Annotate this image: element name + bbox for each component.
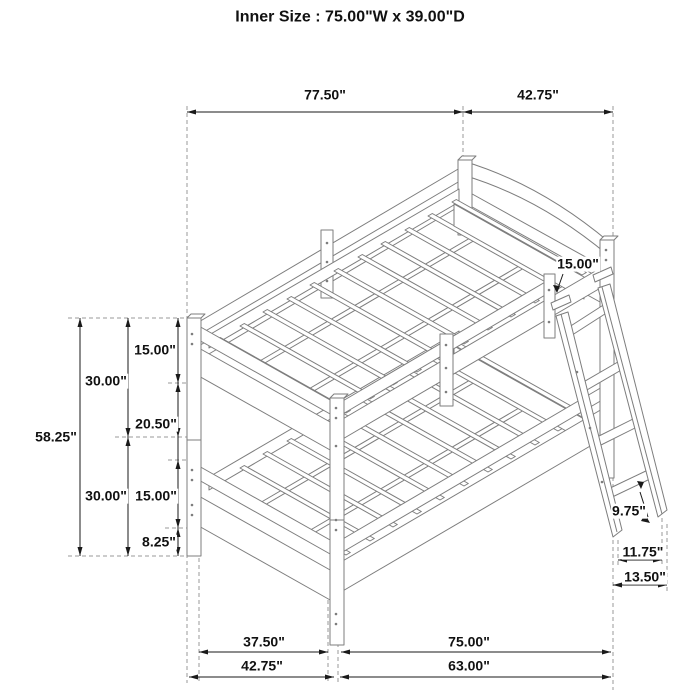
dim-bunk-clearance: 20.50" [135, 415, 177, 432]
dim-foot-inner-width: 37.50" [243, 633, 285, 650]
dim-ladder-foot-outer: 13.50" [624, 568, 666, 585]
dim-overall-height: 58.25" [35, 428, 77, 445]
dim-lower-rail: 15.00" [135, 487, 177, 504]
dim-inner-length: 75.00" [448, 633, 490, 650]
dim-base-height: 8.25" [142, 533, 176, 550]
dim-floor-length: 63.00" [448, 657, 490, 674]
dim-upper-section: 30.00" [85, 372, 127, 389]
dim-ladder-foot-inner: 11.75" [622, 543, 664, 560]
dim-lower-section: 30.00" [85, 487, 127, 504]
dim-ladder-step: 9.75" [612, 502, 646, 519]
dim-foot-outer-width: 42.75" [241, 657, 283, 674]
dim-guardrail-height: 15.00" [557, 255, 599, 272]
dim-top-depth: 42.75" [517, 86, 559, 103]
page-title: Inner Size : 75.00"W x 39.00"D [235, 8, 465, 26]
bed-frame [187, 156, 667, 645]
dim-upper-rail: 15.00" [134, 341, 176, 358]
dim-top-length: 77.50" [304, 86, 346, 103]
